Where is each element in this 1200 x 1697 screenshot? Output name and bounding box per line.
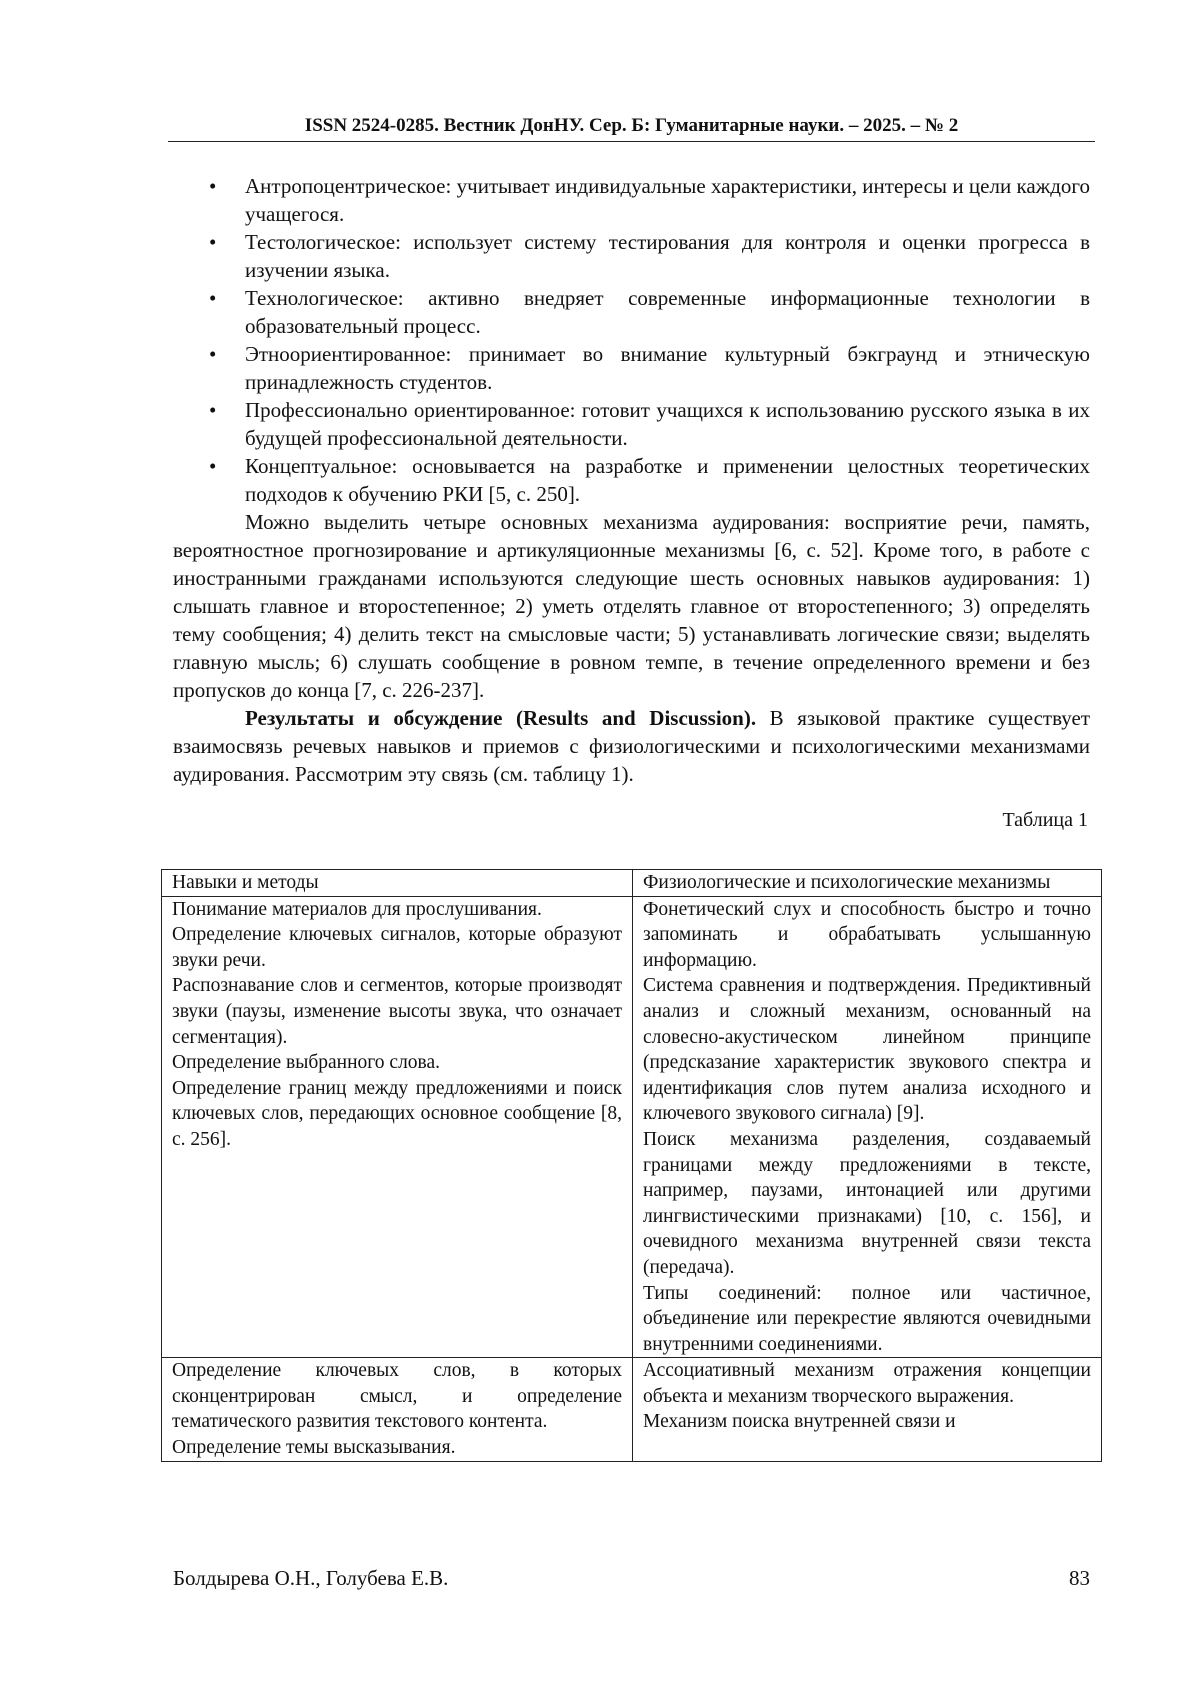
cell-line: Ассоциативный механизм отражения концепции объекта и механизм творческого выражения. [643,1360,1091,1407]
footer-authors: Болдырева О.Н., Голубева Е.В. [173,1566,449,1590]
list-item: • Технологическое: активно внедряет современные информационные технологии в образовательный процесс. [173,284,1090,340]
cell-line: Определение темы высказывания. [172,1437,456,1459]
cell-line: Понимание материалов для прослушивания. [172,898,542,920]
cell-line: Распознавание слов и сегментов, которые производят звуки (паузы, изменение высоты звука, что означает сегментация). [172,975,622,1048]
paragraph-results [173,704,1090,788]
cell-line: Механизм поиска внутренней связи и [643,1411,956,1433]
cell-line: Типы соединений: полное или частичное, объединение или перекрестие являются очевидными внутренними соединениями. [643,1282,1091,1355]
page-number: 83 [1069,1566,1090,1590]
list-item: • Этноориентированное: принимает во внимание культурный бэкграунд и этническую принадлежность студентов. [173,340,1090,396]
table-row [162,896,1102,1358]
table-row [162,1358,1102,1461]
list-item: • Концептуальное: основывается на разработке и применении целостных теоретических подходов к обучению РКИ [5, с. 250]. [173,452,1090,508]
paragraph-results-text: В языковой практике существует взаимосвязь речевых навыков и приемов с физиологическими и психологическими механизмами аудирования. Рассмотрим эту связь (см. таблицу 1). [173,706,1090,786]
article-body [173,172,1090,832]
list-item: • Профессионально ориентированное: готовит учащихся к использованию русского языка в их будущей профессиональной деятельности. [173,396,1090,452]
table-cell [162,896,633,1358]
section-heading: Результаты и обсуждение (Results and Discussion). [245,706,757,730]
list-item: • Антропоцентрическое: учитывает индивидуальные характеристики, интересы и цели каждого учащегося. [173,172,1090,228]
table-cell [633,896,1102,1358]
table-header-cell: Навыки и методы [162,870,633,897]
list-item: • Тестологическое: использует систему тестирования для контроля и оценки прогресса в изучении языка. [173,228,1090,284]
cell-line: Система сравнения и подтверждения. Предиктивный анализ и сложный механизм, основанный на словесно-акустическом линейном принципе (предсказание характеристик звукового спектра и идентификация слов путем анализа исходного и ключевого звукового сигнала) [9]. [643,975,1091,1125]
paragraph-mechanisms: Можно выделить четыре основных механизма аудирования: восприятие речи, память, вероятностное прогнозирование и артикуляционные механизмы [6, с. 52]. Кроме того, в работе с иностранными гражданами используются следующие шесть основных навыков аудирования: 1) слышать главное и второстепенное; 2) уметь отделять главное от второстепенного; 3) определять тему сообщения; 4) делить текст на смысловые части; 5) устанавливать логические связи; выделять главную мысль; 6) слушать сообщение в ровном темпе, в течение определенного времени и без пропусков до конца [7, с. 226-237]. [173,510,1090,702]
table-caption: Таблица 1 [1002,809,1088,831]
cell-line: Определение границ между предложениями и поиск ключевых слов, передающих основное сообщение [8, с. 256]. [172,1077,622,1150]
skills-mechanisms-table [161,869,1102,1462]
cell-line: Поиск механизма разделения, создаваемый границами между предложениями в тексте, например, паузами, интонацией или другими лингвистическими признаками) [10, с. 156], и очевидного механизма внутренней связи текста (передача). [643,1128,1091,1278]
table-header-cell: Физиологические и психологические механизмы [633,870,1102,897]
cell-line: Определение ключевых слов, в которых сконцентрирован смысл, и определение тематического развития текстового контента. [172,1360,622,1433]
table-cell [162,1358,633,1461]
cell-line: Определение ключевых сигналов, которые образуют звуки речи. [172,924,622,971]
table-cell [633,1358,1102,1461]
journal-header: ISSN 2524-0285. Вестник ДонНУ. Сер. Б: Гуманитарные науки. – 2025. – № 2 [304,115,959,136]
table-header-row [162,870,1102,897]
approach-list [173,172,1090,508]
cell-line: Определение выбранного слова. [172,1052,441,1074]
header-divider [168,141,1095,142]
cell-line: Фонетический слух и способность быстро и точно запоминать и обрабатывать услышанную информацию. [643,898,1091,971]
